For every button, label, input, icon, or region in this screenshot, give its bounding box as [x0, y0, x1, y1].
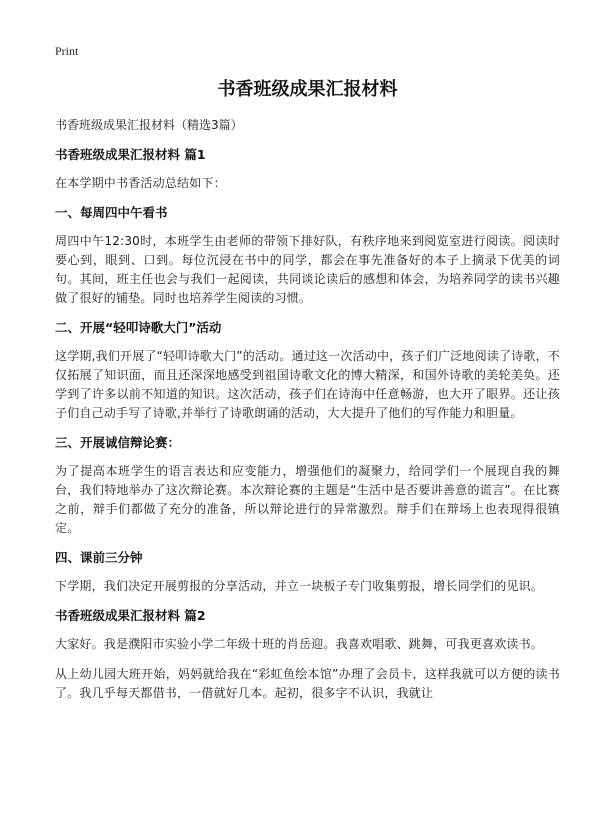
section-2-heading: 二、开展“轻叩诗歌大门”活动: [55, 320, 222, 335]
section-4-heading: 四、课前三分钟: [55, 550, 143, 565]
article-1-intro: 在本学期中书香活动总结如下：: [55, 176, 226, 190]
section-1-heading: 一、每周四中午看书: [55, 205, 168, 220]
article-2-paragraph-1: 大家好。我是濮阳市实验小学二年级十班的肖岳迎。我喜欢唱歌、跳舞，可我更喜欢读书。: [55, 637, 544, 651]
article-2-heading: 书香班级成果汇报材料 篇2: [55, 608, 206, 623]
print-link[interactable]: Print: [55, 44, 79, 58]
article-1-heading: 书香班级成果汇报材料 篇1: [55, 147, 206, 162]
section-2-text: 这学期,我们开展了“轻叩诗歌大门”的活动。通过这一次活动中，孩子们广泛地阅读了诗歌，不仅拓展了知识面，而且还深深地感受到祖国诗歌文化的博大精深，和国外诗歌的美轮美奂。还学到了许多以前不知道的知识。这次活动，孩子们在诗海中任意畅游，也大开了眼界。还让孩子们自己动手写了诗歌,并举行了诗歌朗诵的活动，大大提升了他们的写作能力和胆量。: [55, 349, 560, 420]
section-3-text: 为了提高本班学生的语言表达和应变能力，增强他们的凝聚力，给同学们一个展现自我的舞台，我们特地举办了这次辩论赛。本次辩论赛的主题是“生活中是否要讲善意的谎言”。在比赛之前，辩手们都做了充分的准备，所以辩论进行的异常激烈。辩手们在辩场上也表现得很镇定。: [55, 464, 560, 535]
section-1-text: 周四中午12:30时，本班学生由老师的带领下排好队，有秩序地来到阅览室进行阅读。阅读时要心到，眼到、口到。每位沉浸在书中的同学，都会在事先准备好的本子上摘录下优美的词句。其间，班主任也会与我们一起阅读，共同谈论读后的感想和体会，为培养同学的读书兴趣做了很好的铺垫。同时也培养学生阅读的习惯。: [55, 234, 560, 305]
article-2-paragraph-2: 从上幼儿园大班开始，妈妈就给我在“彩虹鱼绘本馆”办理了会员卡，这样我就可以方便的读书了。我几乎每天都借书，一借就好几本。起初，很多字不认识，我就让: [55, 667, 560, 700]
section-3-heading: 三、开展诚信辩论赛：: [55, 435, 181, 450]
document-subtitle: 书香班级成果汇报材料（精选3篇）: [55, 118, 243, 132]
section-4-text: 下学期，我们决定开展剪报的分享活动，并立一块板子专门收集剪报，增长同学们的见识。: [55, 579, 544, 593]
page-title: 书香班级成果汇报材料: [217, 79, 398, 100]
